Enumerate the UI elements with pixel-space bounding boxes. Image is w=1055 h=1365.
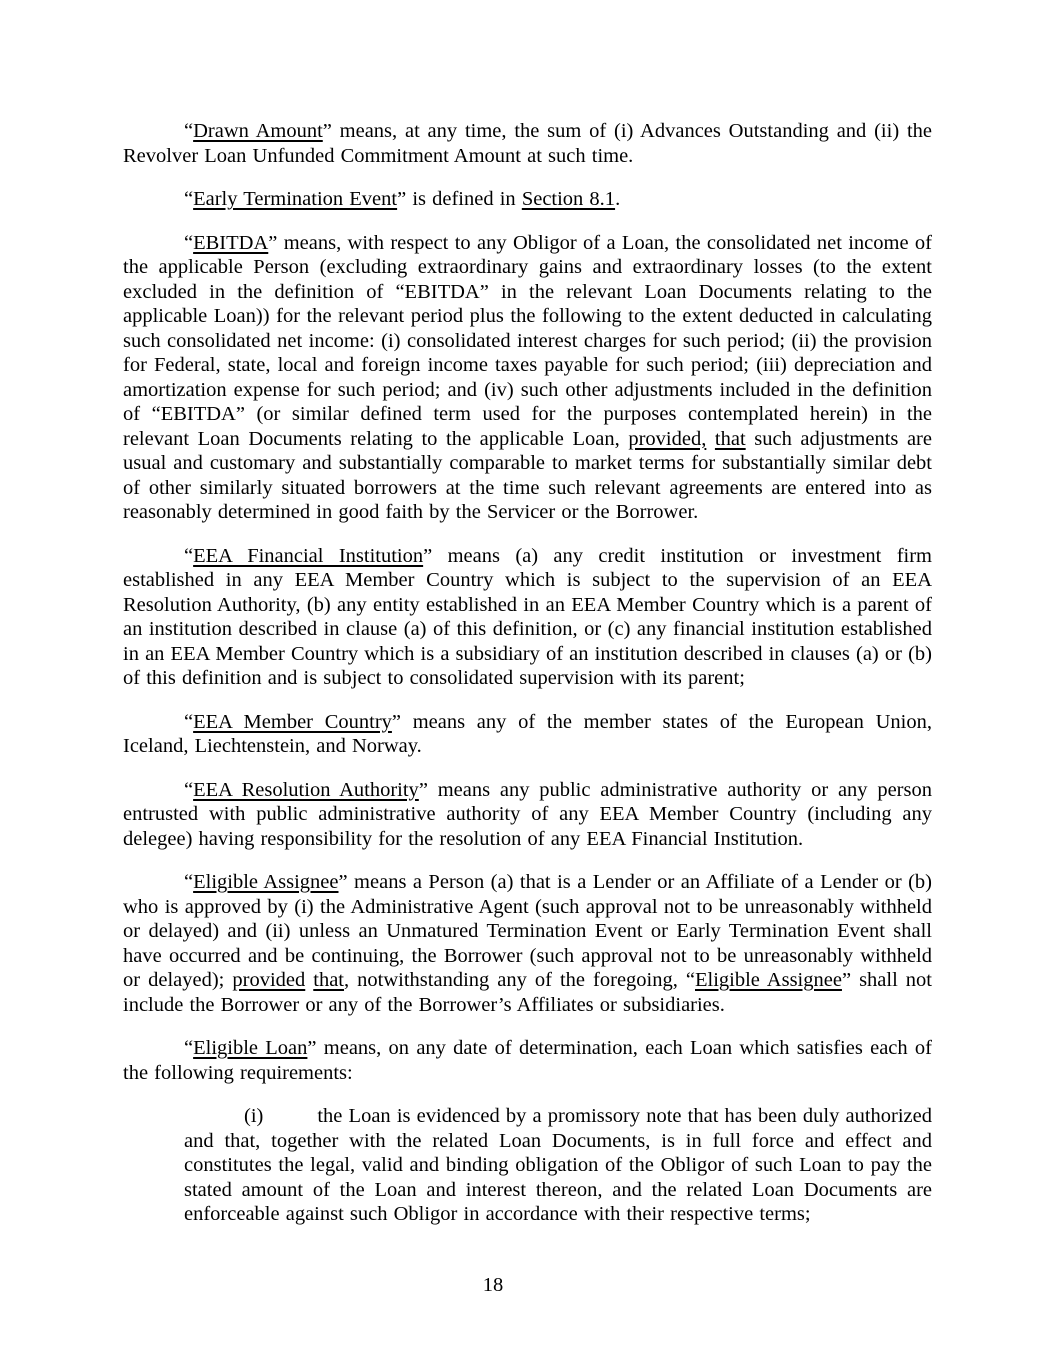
underlined-term: Eligible Loan bbox=[193, 1037, 308, 1059]
text-run: (i) bbox=[244, 1105, 264, 1127]
underlined-term: EEA Resolution Authority bbox=[193, 778, 419, 801]
underlined-term: that bbox=[313, 969, 345, 991]
underlined-term: EEA Member Country bbox=[193, 710, 392, 733]
text-run bbox=[706, 428, 715, 450]
document-body bbox=[123, 119, 932, 1246]
definition-eea-financial-institution bbox=[123, 544, 932, 691]
text-run: , notwithstanding any of the foregoing, “ bbox=[344, 969, 695, 991]
underlined-term: EEA Financial Institution bbox=[193, 544, 424, 567]
underlined-term: provided bbox=[232, 969, 306, 991]
text-run: “ bbox=[184, 871, 194, 893]
text-run: “ bbox=[184, 710, 194, 733]
text-run: . bbox=[615, 188, 621, 210]
definition-drawn-amount bbox=[123, 119, 932, 168]
underlined-term: Early Termination Event bbox=[193, 188, 398, 210]
definition-eligible-loan bbox=[123, 1036, 932, 1085]
definition-eligible-assignee bbox=[123, 870, 932, 1017]
text-run: ” means any public administrative authority or any person entrusted with public administrative authority of any EEA Member Country (including any delegee) having responsibility for the resolution of any EEA Financial Institution. bbox=[123, 778, 932, 850]
text-run: “ bbox=[184, 231, 194, 254]
text-run: “ bbox=[184, 544, 194, 567]
eligible-loan-clause-i bbox=[184, 1104, 932, 1227]
text-run: “ bbox=[184, 1037, 194, 1059]
definition-eea-resolution-authority bbox=[123, 778, 932, 852]
text-run: ” means, at any time, the sum of (i) Advances Outstanding and (ii) the Revolver Loan Unfunded Commitment Amount at such time. bbox=[123, 120, 932, 167]
text-run: ” means, with respect to any Obligor of a Loan, the consolidated net income of the applicable Person (excluding extraordinary gains and extraordinary losses (to the extent excluded in the definition of “EBITDA” in the relevant Loan Documents relating to the applicable Loan)) for the relevant period plus the following to the extent deducted in calculating such consolidated net income: (i) consolidated interest charges for such period; (ii) the provision for Federal, state, local and foreign income taxes payable for such period; (iii) depreciation and amortization expense for such period; and (iv) such other adjustments included in the definition of “EBITDA” (or similar defined term used for the purposes contemplated herein) in the relevant Loan Documents relating to the applicable Loan, bbox=[123, 231, 932, 450]
underlined-term: Drawn Amount bbox=[193, 120, 323, 142]
text-run: ” means (a) any credit institution or investment firm established in any EEA Member Country which is subject to the supervision of an EEA Resolution Authority, (b) any entity established in an EEA Member Country which is a parent of an institution described in clause (a) of this definition, or (c) any financial institution established in an EEA Member Country which is a subsidiary of an institution described in clauses (a) or (b) of this definition and is subject to consolidated supervision with its parent; bbox=[123, 544, 932, 689]
definition-ebitda bbox=[123, 231, 932, 525]
underlined-term: Section 8.1 bbox=[521, 188, 616, 210]
text-run: ” means a Person (a) that is a Lender or an Affiliate of a Lender or (b) who is approved by (i) the Administrative Agent (such approval not to be unreasonably withheld or delayed) and (ii) unless an Unmatured Termination Event or Early Termination Event shall have occurred and be continuing, the Borrower (such approval not to be unreasonably withheld or delayed); bbox=[123, 871, 932, 991]
underlined-term: EBITDA bbox=[193, 231, 269, 254]
underlined-term: Eligible Assignee bbox=[695, 969, 842, 991]
text-run: “ bbox=[184, 188, 194, 210]
definition-early-termination-event bbox=[123, 187, 932, 212]
text-run: ” means, on any date of determination, each Loan which satisfies each of the following requirements: bbox=[123, 1037, 932, 1084]
underlined-term: provided, bbox=[628, 427, 707, 450]
definition-eea-member-country bbox=[123, 710, 932, 759]
text-run: ” shall not include the Borrower or any of the Borrower’s Affiliates or subsidiaries. bbox=[123, 969, 932, 1016]
text-run: ” is defined in bbox=[397, 188, 522, 210]
text-run: ” means any of the member states of the European Union, Iceland, Liechtenstein, and Norway. bbox=[123, 710, 932, 757]
text-run: such adjustments are usual and customary and substantially comparable to market terms for substantially similar debt of other similarly situated borrowers at the time such relevant agreements are entered into as reasonably determined in good faith by the Servicer or the Borrower. bbox=[123, 427, 932, 523]
text-run: “ bbox=[184, 778, 194, 801]
text-run: “ bbox=[184, 120, 194, 142]
underlined-term: that bbox=[714, 427, 746, 450]
underlined-term: Eligible Assignee bbox=[193, 871, 339, 893]
page-number: 18 bbox=[482, 1274, 504, 1296]
text-run: the Loan is evidenced by a promissory note that has been duly authorized and that, together with the related Loan Documents, is in full force and effect and constitutes the legal, valid and binding obligation of the Obligor of such Loan to pay the stated amount of the Loan and interest thereon, and the related Loan Documents are enforceable against such Obligor in accordance with their respective terms; bbox=[184, 1105, 932, 1225]
